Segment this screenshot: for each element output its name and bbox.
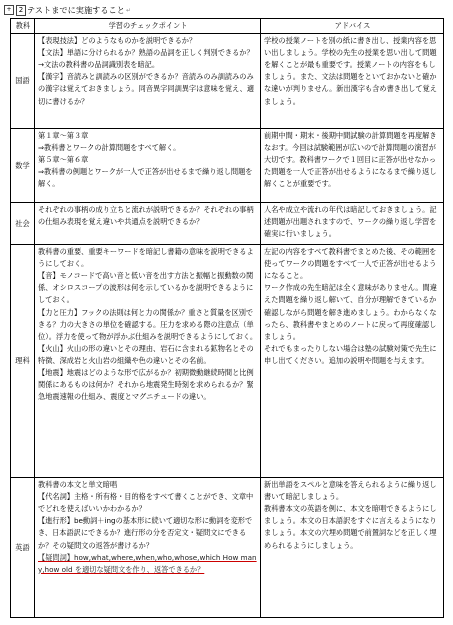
checkpoint-cell [35, 478, 261, 618]
checkpoint-cell [35, 129, 261, 203]
advice-cell [261, 245, 444, 478]
document-title: テストまでに実施すること [27, 4, 125, 15]
section-number: 2 [16, 5, 26, 16]
subject-cell: 社会 [11, 203, 35, 245]
table-row-english [11, 478, 444, 618]
checkpoint-line: 【文法】単語に分けられるか？熟語の品詞を正しく判別できるか？→文法の教科書の品詞識別表を暗記。 [38, 48, 254, 70]
checkpoint-line: それぞれの事柄の成り立ちと流れが説明できるか？それぞれの事柄の仕組み表現を覚え違いや共通点を説明できるか？ [38, 205, 254, 227]
table-row-science [11, 245, 444, 478]
advice-line: 前期中間・期末・後期中間試験の計算問題を再度解きなおす。今回は試験範囲が広いので計算問題の演習が大切です。教科書ワークで１回目に正答が出せなかった問題を一人で正答が出せるようになるまで繰り返し解くことが重要です。 [264, 131, 437, 189]
header-subject: 教科 [11, 19, 35, 34]
table-row-math [11, 129, 444, 203]
advice-line: 教科書本文の英語を例に、本文を暗唱できるようにしましょう。本文の日本語訳をすぐに言えるようになりましょう。本文の穴埋め問題で前置詞などを正しく埋められるようにしましょう。 [264, 504, 437, 550]
advice-cell [261, 34, 444, 129]
table-move-handle-icon[interactable]: + [4, 5, 14, 15]
table-row-japanese [11, 34, 444, 129]
checkpoint-line: ⇒教科書の例題とワークが一人で正答が出せるまで繰り返し問題を解く。 [38, 167, 253, 189]
checkpoint-line: ⇒教科書とワークの計算問題をすべて解く。 [38, 143, 181, 153]
subject-cell: 数学 [11, 129, 35, 203]
subject-cell: 国語 [11, 34, 35, 129]
checkpoint-line: 教科書の重要、重要キーワードを暗記し書籍の意味を説明できるようにしておく。 [38, 247, 254, 269]
document-title-line [4, 4, 131, 16]
study-checklist-table [10, 18, 444, 618]
advice-line: 人名や成立や流れの年代は暗記しておきましょう。記述問題が出題されますので、ワークの繰り返し学習を確実に行いましょう。 [264, 205, 437, 239]
checkpoint-line: 第５章～第６章 [38, 155, 89, 165]
checkpoint-line: 【力と圧力】フックの法則は何と力の関係か？重さと質量を区別できる？力の大きさの単位を確認する。圧力を求める際の注意点（単位）。浮力を使って物が浮かぶ仕組みを説明できるようにしておく。 [38, 307, 258, 341]
paragraph-mark-icon: ↵ [125, 6, 131, 14]
advice-line: それでもまったりしない場合は塾の試験対策で先生に申し出てください。追加の説明や問題を与えます。 [264, 343, 437, 365]
checkpoint-cell [35, 245, 261, 478]
table-row-social [11, 203, 444, 245]
checkpoint-line: 第１章～第３章 [38, 131, 89, 141]
checkpoint-line: 【火山】火山の形の違いとその理由、岩石に含まれる鉱物名とその特徴、深成岩と火山岩の組織や色の違いとその名前。 [38, 343, 254, 365]
advice-cell [261, 129, 444, 203]
checkpoint-line: 【進行形】be動詞＋ingの基本形に続いて適切な形に動詞を変形でき、日本語訳にできるか？進行形の分を否定文・疑問文にできるか？その疑問文の返答が書けるか？ [38, 516, 253, 550]
advice-line: ワーク作成の先生暗記は全く意味がありません。間違えた問題を繰り返し解いて、自分が理解できているか確認しながら問題を解き進めましょう。わからなくなったら、教科書やまとめのノートに戻って再度確認しましょう。 [264, 283, 437, 341]
header-advice: アドバイス [261, 19, 444, 34]
checkpoint-cell [35, 203, 261, 245]
header-checkpoints: 学習のチェックポイント [35, 19, 261, 34]
checkpoint-cell [35, 34, 261, 129]
checkpoint-line: 【漢字】音読みと訓読みの区別ができるか？音読みのみ訓読みのみの漢字は覚えておきましょう。同音異字同訓異字は意味を覚え、適切に書けるか？ [38, 72, 255, 106]
checkpoint-line: 【地震】地震はどのような形で広がるか？初期微動継続時間と比例関係にあるものは何か？それから地震発生時刻を求められるか？緊急地震速報の仕組み、震度とマグニチュードの違い。 [38, 368, 254, 402]
advice-cell [261, 203, 444, 245]
advice-cell [261, 478, 444, 618]
advice-line: 新出単語をスペルと意味を答えられるように繰り返し書いて暗記しましょう。 [264, 480, 437, 502]
checkpoint-line: 【疑問詞】how,what,where,when,who,whose,which How many,how old を適切な疑問文を作り、返答できるか？ [38, 552, 257, 574]
checkpoint-line: 【音】モノコードで高い音と低い音を出す方法と振幅と振動数の関係、オシロスコープの波形は何を示しているかを説明できるようにしておく。 [38, 271, 254, 305]
table-header-row [11, 19, 444, 34]
subject-cell: 理科 [11, 245, 35, 478]
advice-line: 左記の内容をすべて教科書でまとめた後、その範囲を使ってワークの問題をすべて一人で正答が出せるようになること。 [264, 247, 437, 281]
checkpoint-line: 【代名詞】主格・所有格・目的格をすべて書くことができ、文章中でどれを使えばいいかわかるか？ [38, 492, 254, 514]
advice-line: 学校の授業ノートを別の紙に書き出し、授業内容を思い出しましょう。学校の先生の授業を思い出して問題を解くことが最も重要です。授業ノートの内容をもしましょう。また、文法は問題をといておかないと確かな違いが判りません。新出漢字も含め書き出して覚えましょう。 [264, 36, 437, 106]
checkpoint-line: 【表現技法】どのようなものかを説明できるか？ [38, 36, 197, 46]
checkpoint-line: 教科書の本文と単文暗唱 [38, 480, 118, 490]
subject-cell: 英語 [11, 478, 35, 618]
